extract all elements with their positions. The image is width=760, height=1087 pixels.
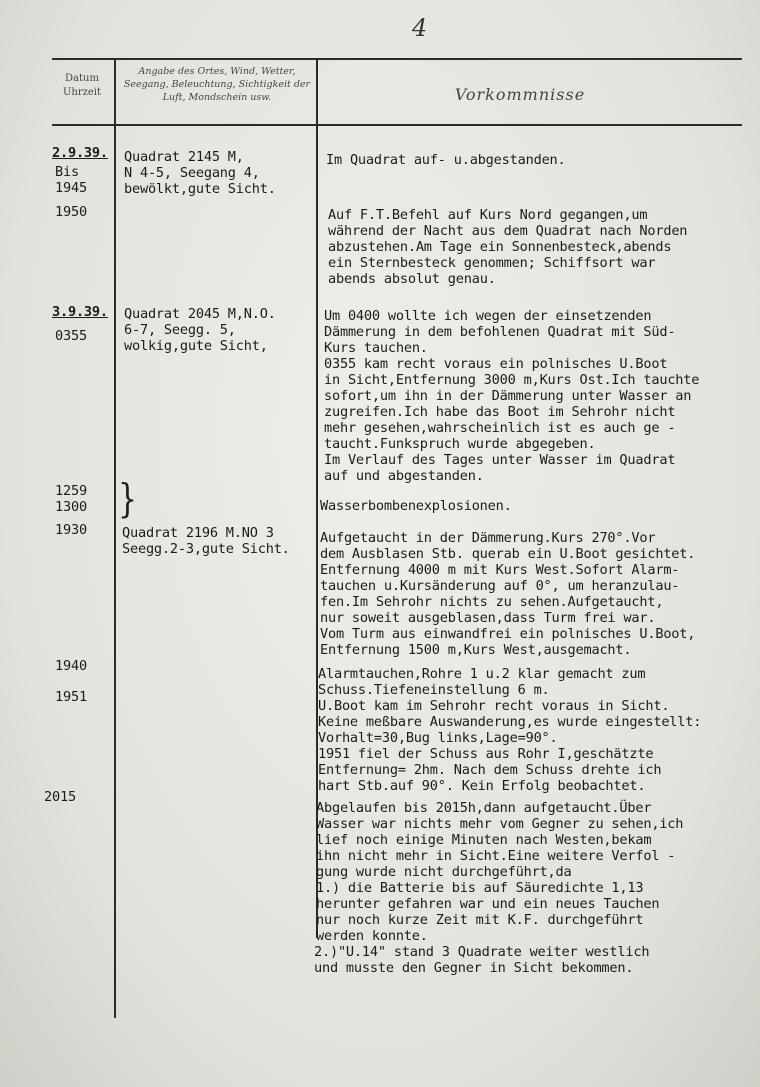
- entry-time: 0355: [55, 328, 87, 344]
- entry-event-line: ein Sternbesteck genommen; Schiffsort war: [328, 255, 656, 271]
- header-place-weather: Angabe des Ortes, Wind, Wetter, Seegang, Beleuchtung, Sichtigkeit der Luft, Mondschein usw.: [123, 66, 311, 103]
- entry-event-line: Schuss.Tiefeneinstellung 6 m.: [318, 682, 550, 698]
- header-events: Vorkommnisse: [454, 85, 586, 104]
- entry-event-line: 1951 fiel der Schuss aus Rohr I,geschätzte: [318, 746, 654, 762]
- entry-event-line: Vom Turm aus einwandfrei ein polnisches U.Boot,: [320, 626, 696, 642]
- table-top-rule: [52, 58, 742, 60]
- entry-event-line: mehr gesehen,wahrscheinlich ist es auch ge -: [324, 420, 676, 436]
- entry-event-line: Im Quadrat auf- u.abgestanden.: [326, 152, 566, 168]
- entry-event-line: Entfernung 4000 m mit Kurs West.Sofort Alarm-: [320, 562, 680, 578]
- bracket-mark: }: [118, 476, 138, 523]
- entry-event-line: Keine meßbare Auswanderung,es wurde eingestellt:: [318, 714, 702, 730]
- entry-event-line: und musste den Gegner in Sicht bekommen.: [314, 960, 634, 976]
- entry-place-line: N 4-5, Seegang 4,: [124, 165, 260, 181]
- page-number: 4: [412, 14, 428, 42]
- entry-event-line: Abgelaufen bis 2015h,dann aufgetaucht.Über: [316, 800, 652, 816]
- entry-event-line: 1.) die Batterie bis auf Säuredichte 1,13: [316, 880, 644, 896]
- entry-event-line: Entfernung= 2hm. Nach dem Schuss drehte ich: [318, 762, 662, 778]
- entry-time: 2015: [44, 789, 76, 805]
- entry-event-line: werden konnte.: [316, 928, 428, 944]
- entry-place-line: Quadrat 2045 M,N.O.: [124, 306, 276, 322]
- entry-event-line: Wasser war nichts mehr vom Gegner zu sehen,ich: [316, 816, 684, 832]
- entry-time: 1930: [55, 522, 87, 538]
- entry-event-line: abends absolut genau.: [328, 271, 496, 287]
- entry-time: 1940: [55, 658, 87, 674]
- entry-place-line: bewölkt,gute Sicht.: [124, 181, 276, 197]
- entry-event-line: auf und abgestanden.: [324, 468, 484, 484]
- entry-event-line: ihn nicht mehr in Sicht.Eine weitere Verfol -: [316, 848, 676, 864]
- entry-event-line: Wasserbombenexplosionen.: [320, 498, 512, 514]
- header-bottom-rule: [52, 124, 742, 126]
- entry-time: 1300: [55, 499, 87, 515]
- entry-time: Bis: [55, 164, 79, 180]
- entry-place-line: 6-7, Seegg. 5,: [124, 322, 236, 338]
- entry-event-line: gung wurde nicht durchgeführt,da: [316, 864, 572, 880]
- entry-event-line: herunter gefahren war und ein neues Tauchen: [316, 896, 660, 912]
- entry-event-line: Auf F.T.Befehl auf Kurs Nord gegangen,um: [328, 207, 648, 223]
- entry-event-line: hart Stb.auf 90°. Kein Erfolg beobachtet.: [318, 778, 646, 794]
- entry-place-line: Quadrat 2145 M,: [124, 149, 244, 165]
- entry-event-line: sofort,um ihn in der Dämmerung unter Wasser an: [324, 388, 692, 404]
- entry-event-line: Im Verlauf des Tages unter Wasser im Quadrat: [324, 452, 676, 468]
- entry-time: 1951: [55, 689, 87, 705]
- entry-time: 1945: [55, 180, 87, 196]
- entry-place-line: Quadrat 2196 M.NO 3: [122, 525, 274, 541]
- entry-event-line: Kurs tauchen.: [324, 340, 428, 356]
- entry-event-line: taucht.Funkspruch wurde abgegeben.: [324, 436, 596, 452]
- entry-event-line: tauchen u.Kursänderung auf 0°, um heranzulau-: [320, 578, 680, 594]
- entry-event-line: abzustehen.Am Tage ein Sonnenbesteck,abends: [328, 239, 672, 255]
- entry-time: 1950: [55, 204, 87, 220]
- entry-event-line: dem Ausblasen Stb. querab ein U.Boot gesichtet.: [320, 546, 696, 562]
- entry-event-line: Entfernung 1500 m,Kurs West,ausgemacht.: [320, 642, 632, 658]
- entry-event-line: zugreifen.Ich habe das Boot im Sehrohr nicht: [324, 404, 676, 420]
- header-date-time: Datum Uhrzeit: [62, 73, 102, 98]
- entry-event-line: 2.)"U.14" stand 3 Quadrate weiter westlich: [314, 944, 650, 960]
- entry-event-line: Alarmtauchen,Rohre 1 u.2 klar gemacht zum: [318, 666, 646, 682]
- entry-place-line: Seegg.2-3,gute Sicht.: [122, 541, 290, 557]
- entry-event-line: Vorhalt=30,Bug links,Lage=90°.: [318, 730, 558, 746]
- entry-date: 2.9.39.: [52, 145, 108, 161]
- date-column-divider: [114, 58, 116, 1018]
- entry-event-line: Dämmerung in dem befohlenen Quadrat mit Süd-: [324, 324, 676, 340]
- entry-time: 1259: [55, 483, 87, 499]
- entry-event-line: 0355 kam recht voraus ein polnisches U.Boot: [324, 356, 668, 372]
- entry-event-line: nur soweit ausgeblasen,dass Turm frei war.: [320, 610, 656, 626]
- entry-event-line: Um 0400 wollte ich wegen der einsetzenden: [324, 308, 652, 324]
- entry-event-line: in Sicht,Entfernung 3000 m,Kurs Ost.Ich tauchte: [324, 372, 700, 388]
- entry-event-line: lief noch einige Minuten nach Westen,bekam: [316, 832, 652, 848]
- entry-event-line: fen.Im Sehrohr nichts zu sehen.Aufgetaucht,: [320, 594, 664, 610]
- entry-event-line: Aufgetaucht in der Dämmerung.Kurs 270°.Vor: [320, 530, 656, 546]
- entry-event-line: nur noch kurze Zeit mit K.F. durchgeführt: [316, 912, 644, 928]
- entry-event-line: U.Boot kam im Sehrohr recht voraus in Sicht.: [318, 698, 670, 714]
- entry-date: 3.9.39.: [52, 304, 108, 320]
- entry-place-line: wolkig,gute Sicht,: [124, 338, 268, 354]
- entry-event-line: während der Nacht aus dem Quadrat nach Norden: [328, 223, 688, 239]
